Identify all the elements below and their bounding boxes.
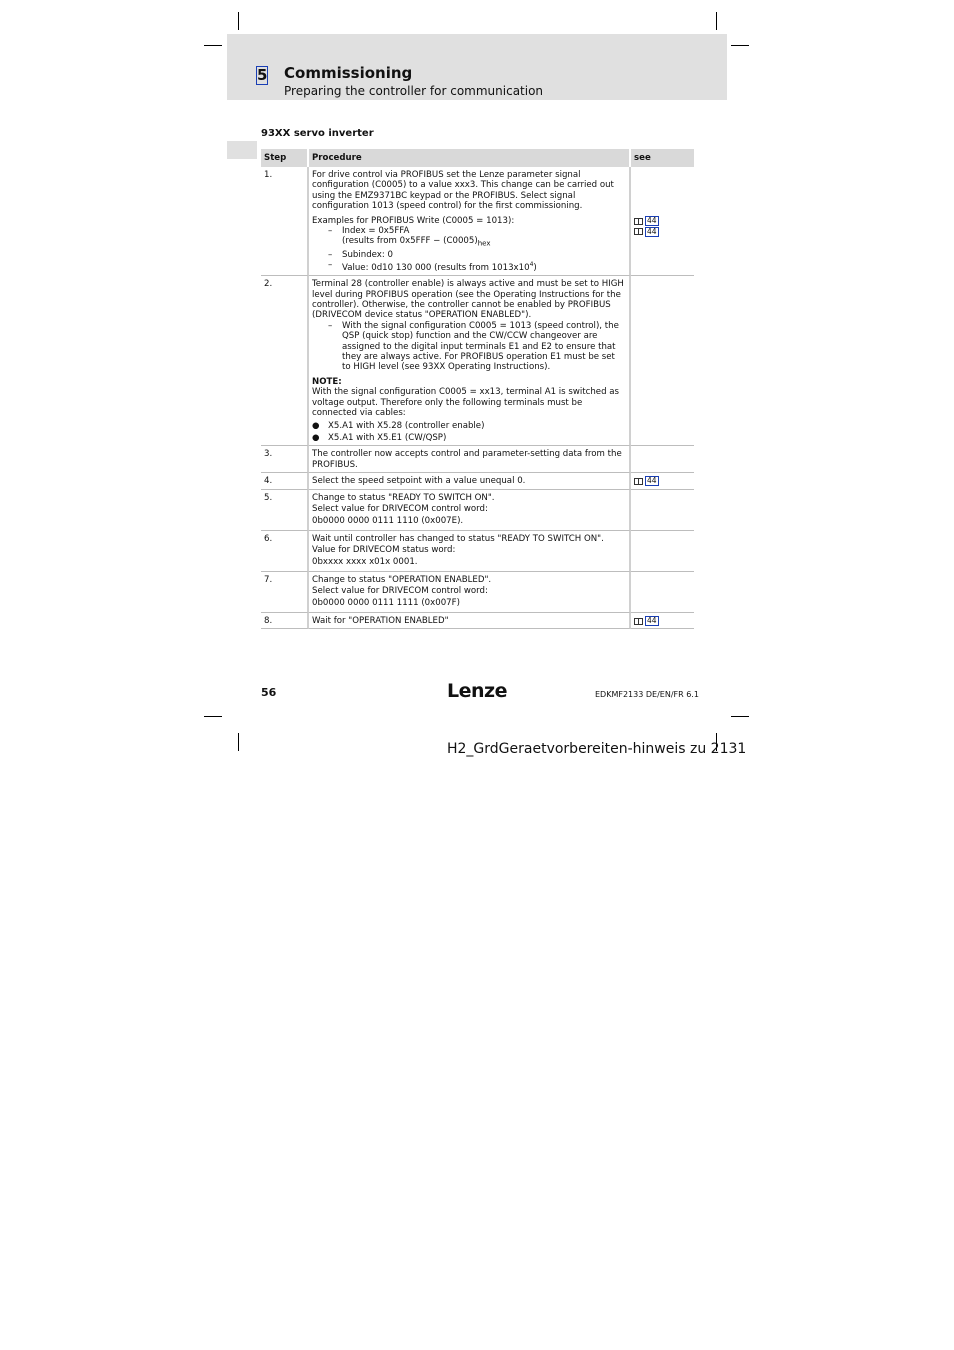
procedure-cell [309,490,631,531]
subscript-text: hex [477,240,491,249]
chapter-number-link[interactable]: 5 [257,66,268,84]
dash-item: – With the signal configuration C0005 = 1013 (speed control), the QSP (quick stop) function and the CW/CCW changeover are assigned to the digital input terminals E1 and E2 to ensure that they are always active. For PROFIBUS operation E1 must be set to HIGH level (see 93XX Operating Instructions). [312,321,626,373]
procedure-text: Select value for DRIVECOM control word: [312,504,488,515]
procedure-table [261,149,694,629]
procedure-cell [309,473,631,489]
procedure-text: Select value for DRIVECOM control word: [312,586,488,597]
table-row [261,473,694,489]
crop-mark [238,12,239,30]
procedure-text: 0bxxxx xxxx x01x 0001. [312,557,418,568]
dash-item-continuation [312,236,626,249]
procedure-cell [309,167,631,276]
table-row [261,613,694,629]
dash-item: – Index = 0x5FFA [328,226,410,237]
crop-mark [731,716,749,717]
see-cell [631,490,694,531]
dash-item: – Value: 0d10 130 000 (results from $1013x10^4$) [328,259,537,273]
book-icon [634,218,643,225]
dash-item-text: Index = 0x5FFA [342,226,410,237]
column-header-step: Step [261,149,309,167]
step-number: 2. [261,276,309,446]
page-reference[interactable] [634,216,691,226]
procedure-text: Wait until controller has changed to status "READY TO SWITCH ON". [312,533,604,544]
bullet-item-text: X5.A1 with X5.28 (controller enable) [328,420,485,431]
table-row [261,276,694,446]
step-number: 4. [261,473,309,489]
lenze-logo: Lenze [447,680,507,702]
table-row [261,531,694,572]
side-tab [227,141,257,159]
chapter-subtitle: Preparing the controller for communication [284,84,544,98]
dash-item-text: Value: 0d10 130 000 (results from 1013x10 [342,262,530,273]
crop-mark [716,12,717,30]
chapter-title: Commissioning [284,64,413,82]
note-label: NOTE: [312,376,342,387]
procedure-cell [309,613,631,629]
procedure-cell [309,531,631,572]
book-icon [634,228,643,235]
procedure-text: The controller now accepts control and parameter-setting data from the PROFIBUS. [312,449,622,470]
crop-mark [238,733,239,751]
see-cell [631,446,694,473]
step-number: 1. [261,167,309,276]
bottom-note: H2_GrdGeraetvorbereiten-hinweis zu 2131 [447,741,747,757]
page-reference[interactable] [634,476,691,486]
table-header-row [261,149,694,167]
table-row [261,490,694,531]
dash-item-text: (results from 0x5FFF − (C0005) [342,236,478,247]
procedure-text: Change to status "OPERATION ENABLED". [312,574,492,585]
procedure-cell [309,276,631,446]
page-link[interactable]: 44 [647,616,657,626]
dash-item-text: With the signal configuration C0005 = 1013 (speed control), the QSP (quick stop) function and the CW/CCW changeover are assigned to the digital input terminals E1 and E2 to ensure that they are always active. For PROFIBUS operation E1 must be set to HIGH level (see 93XX Operating Instructions). [342,320,619,373]
step-number: 3. [261,446,309,473]
procedure-text: Examples for PROFIBUS Write (C0005 = 1013): [312,215,515,226]
dash-item-text: Subindex: 0 [342,249,393,260]
page-link[interactable]: 44 [647,476,657,486]
page-number: 56 [261,686,277,699]
see-cell [631,531,694,572]
see-cell [631,572,694,613]
see-cell [631,473,694,489]
dash-item: – Subindex: 0 [328,249,393,260]
step-number: 7. [261,572,309,613]
page-reference[interactable] [634,226,691,236]
column-header-procedure: Procedure [309,149,631,167]
dash-item-text: ) [533,262,537,273]
page-link[interactable]: 44 [647,226,657,236]
document-reference: EDKMF2133 DE/EN/FR 6.1 [595,690,699,699]
crop-mark [204,45,222,46]
procedure-text: Select the speed setpoint with a value unequal 0. [312,476,526,487]
see-cell [631,613,694,629]
see-cell [631,276,694,446]
bullet-item: ● X5.A1 with X5.28 (controller enable) [312,420,485,431]
table-row [261,446,694,473]
section-title: 93XX servo inverter [261,128,374,139]
procedure-text: 0b0000 0000 0111 1110 (0x007E). [312,515,464,526]
table-row [261,572,694,613]
procedure-text: Terminal 28 (controller enable) is always active and must be set to HIGH level during PROFIBUS operation (see the Operating Instructions for the controller). Otherwise, the controller cannot be enabled by PROFIBUS (DRIVECOM device status "OPERATION ENABLED"). [312,279,624,321]
see-cell [631,167,694,276]
procedure-text: Value for DRIVECOM status word: [312,545,456,556]
book-icon [634,478,643,485]
step-number: 6. [261,531,309,572]
crop-mark [204,716,222,717]
bullet-item-text: X5.A1 with X5.E1 (CW/QSP) [328,432,447,443]
crop-mark [731,45,749,46]
table-row [261,167,694,276]
column-header-see: see [631,149,694,167]
page-reference[interactable] [634,616,691,626]
procedure-text: Change to status "READY TO SWITCH ON". [312,492,495,503]
procedure-text: 0b0000 0000 0111 1111 (0x007F) [312,598,460,609]
step-number: 8. [261,613,309,629]
note-text: With the signal configuration C0005 = xx13, terminal A1 is switched as voltage output. Therefore only the following terminals must be connected via cables: [312,387,620,419]
superscript-text: 4 [529,260,534,268]
procedure-text: For drive control via PROFIBUS set the Lenze parameter signal configuration (C0005) to a value xxx3. This change can be carried out using the EMZ9371BC keypad or the PROFIBUS. Select signal configuration 1013 (speed control) for the first commissioning. [312,170,614,212]
bullet-item: ● X5.A1 with X5.E1 (CW/QSP) [312,432,447,443]
page-link[interactable]: 44 [647,216,657,226]
book-icon [634,618,643,625]
procedure-text: Wait for "OPERATION ENABLED" [312,615,449,626]
procedure-cell [309,572,631,613]
step-number: 5. [261,490,309,531]
procedure-cell [309,446,631,473]
